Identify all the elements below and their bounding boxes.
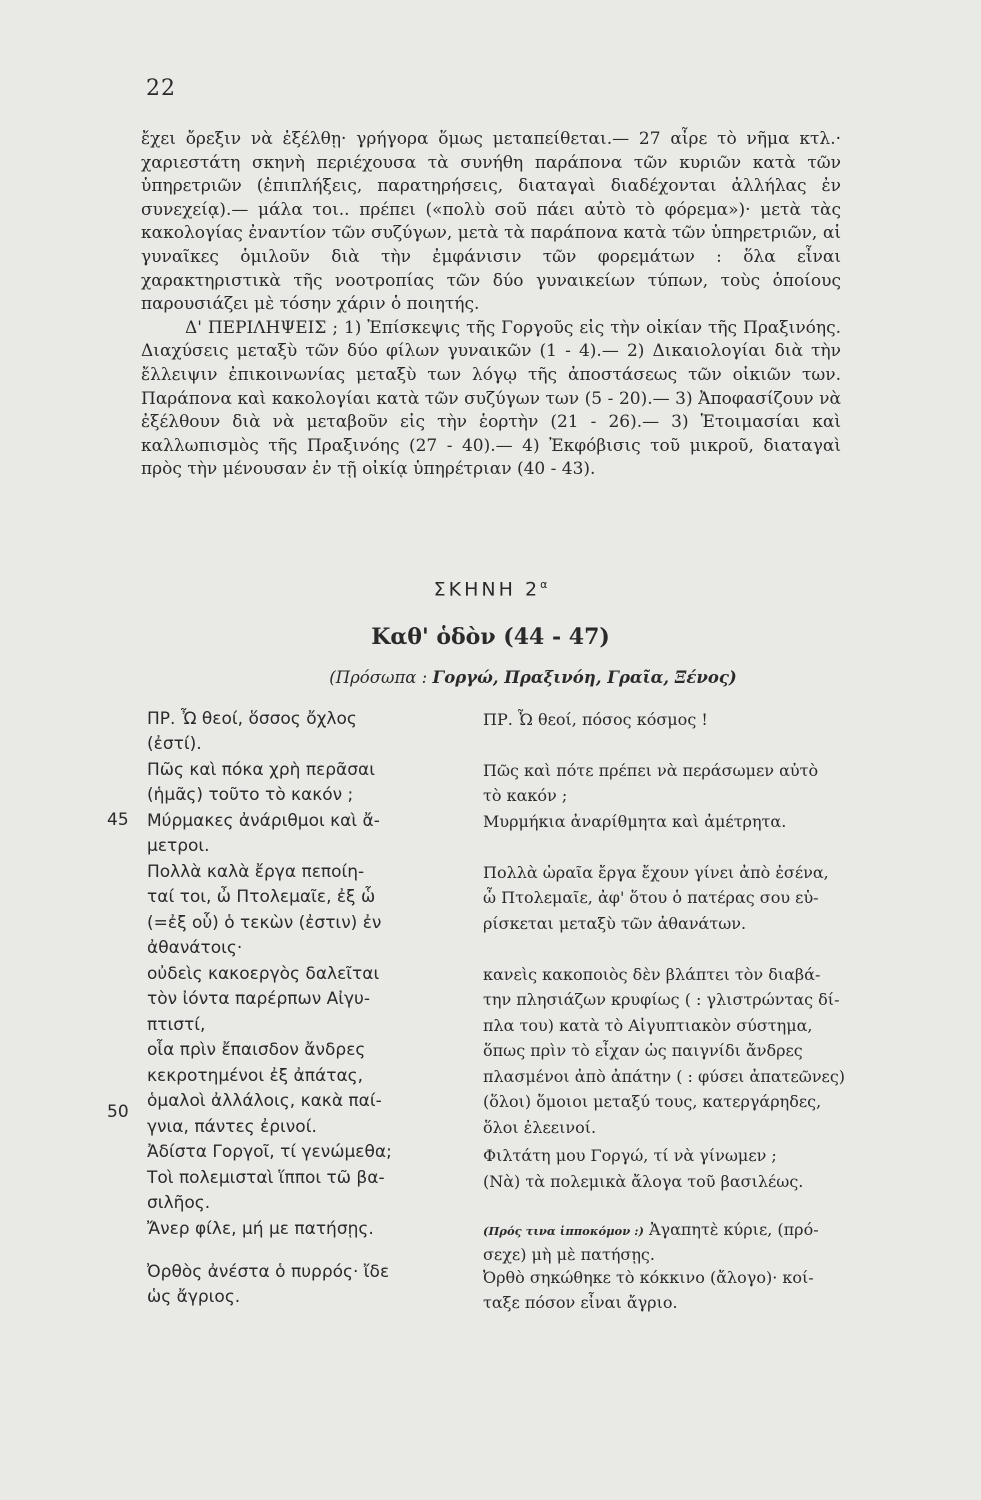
translation-line: ρίσκεται μεταξὺ τῶν ἀθανάτων.	[483, 914, 747, 933]
commentary-paragraph: ἔχει ὄρεξιν νὰ ἐξέλθῃ· γρήγορα ὅμως μεταπείθεται.— 27 αἶρε τὸ νῆμα κτλ.· χαριεστάτη σκηνὴ περιέχουσα τὰ συνήθη παράπονα τῶν κυριῶν κατὰ τῶν ὑπηρετριῶν (ἐπιπλήξεις, παρατηρήσεις, διαταγαὶ διαδέχονται ἀλλήλας ἐν συνεχείᾳ).— μάλα τοι.. πρέπει («πολὺ σοῦ πάει αὐτὸ τὸ φόρεμα»)· μετὰ τὰς κακολογίας ἐναντίον τῶν συζύγων, μετὰ τὰ παράπονα κατὰ τῶν ὑπηρετριῶν, αἱ γυναῖκες ὁμιλοῦν διὰ τὴν ἐμφάνισιν τῶν φορεμάτων : ὅλα εἶναι χαρακτηριστικὰ τῆς νοοτροπίας τῶν δύο γυναικείων τύπων, τοὺς ὁποίους παρουσιάζει μὲ τόσην χάριν ὁ ποιητής.	[141, 129, 841, 315]
line-number: 50	[107, 1102, 129, 1122]
scene-heading-text: ΣΚΗΝΗ 2	[433, 578, 541, 601]
greek-line: οὐδεὶς κακοεργὸς δαλεῖται	[147, 964, 380, 984]
translation-line: ταξε πόσον εἶναι ἄγριο.	[483, 1293, 678, 1312]
scene-title: Καθ' ὁδὸν (44 - 47)	[371, 624, 610, 650]
greek-line: ταί τοι, ὦ Πτολεμαῖε, ἐξ ὧ	[147, 887, 376, 907]
summaries-paragraph: Δ' ΠΕΡΙΛΗΨΕΙΣ ; 1) Ἐπίσκεψις τῆς Γοργοῦς εἰς τὴν οἰκίαν τῆς Πραξινόης. Διαχύσεις μεταξὺ τῶν δύο φίλων γυναικῶν (1 - 4).— 2) Δικαιολογίαι διὰ τὴν ἔλλειψιν ἐπικοινωνίας μεταξὺ των λόγῳ τῆς ἀποστάσεως τῶν οἰκιῶν των. Παράπονα καὶ κακολογίαι κατὰ τῶν συζύγων των (5 - 20).— 3) Ἀποφασίζουν νὰ ἐξέλθουν διὰ νὰ μεταβοῦν εἰς τὴν ἑορτὴν (21 - 26).— 3) Ἑτοιμασίαι καὶ καλλωπισμὸς τῆς Πραξινόης (27 - 40).— 4) Ἐκφόβισις τοῦ μικροῦ, διαταγαὶ πρὸς τὴν μένουσαν ἐν τῇ οἰκίᾳ ὑπηρέτριαν (40 - 43).	[141, 317, 841, 480]
translation-line: την πλησιάζων κρυφίως ( : γλιστρώντας δί-	[483, 990, 840, 1009]
greek-line: ὁμαλοὶ ἀλλάλοις, κακὰ παί-	[147, 1091, 382, 1111]
translation-line: (Νὰ) τὰ πολεμικὰ ἄλογα τοῦ βασιλέως.	[483, 1172, 804, 1191]
translation-line: ὦ Πτολεμαῖε, ἀφ' ὅτου ὁ πατέρας σου εὑ-	[483, 888, 819, 907]
translation-line	[483, 1218, 819, 1244]
greek-line: γνια, πάντες ἐρινοί.	[147, 1117, 317, 1137]
greek-line: τὸν ἰόντα παρέρπων Αἰγυ-	[147, 989, 371, 1009]
translation-line: ὅπως πρὶν τὸ εἶχαν ὡς παιγνίδι ἄνδρες	[483, 1041, 803, 1060]
persons-label: (Πρόσωπα :	[329, 668, 433, 687]
greek-line: (ἡμᾶς) τοῦτο τὸ κακόν ;	[147, 785, 354, 805]
translation-line: Πῶς καὶ πότε πρέπει νὰ περάσωμεν αὐτὸ	[483, 761, 819, 780]
commentary	[141, 128, 841, 482]
translation-line: σεχε) μὴ μὲ πατήσῃς.	[483, 1245, 655, 1264]
dramatis-personae	[0, 668, 981, 687]
translation-line: κανεὶς κακοποιὸς δὲν βλάπτει τὸν διαβά-	[483, 965, 821, 984]
greek-line: πτιστί,	[147, 1015, 206, 1035]
line-number: 45	[107, 810, 129, 830]
greek-line: Ὀρθὸς ἀνέστα ὁ πυρρός· ἴδε	[147, 1262, 390, 1282]
greek-line: (ἐστί).	[147, 734, 202, 754]
page-number: 22	[146, 76, 176, 101]
greek-line: Πολλὰ καλὰ ἔργα πεποίη-	[147, 862, 365, 882]
greek-line: Πῶς καὶ πόκα χρὴ περᾶσαι	[147, 760, 375, 780]
translation-line: Φιλτάτη μου Γοργώ, τί νὰ γίνωμεν ;	[483, 1146, 777, 1165]
greek-line: (=ἐξ οὗ) ὁ τεκὼν (ἐστιν) ἐν	[147, 913, 382, 933]
translation-line: (ὅλοι) ὅμοιοι μεταξύ τους, κατεργάρηδες,	[483, 1092, 822, 1111]
translation-line: πλα του) κατὰ τὸ Αἰγυπτιακὸν σύστημα,	[483, 1016, 813, 1035]
greek-line: ὡς ἄγριος.	[147, 1287, 241, 1307]
translation-line: Πολλὰ ὡραῖα ἔργα ἔχουν γίνει ἀπὸ ἐσένα,	[483, 863, 829, 882]
stage-direction: (Πρός τινα ἱπποκόμον :)	[483, 1224, 644, 1238]
greek-line: Μύρμακες ἀνάριθμοι καὶ ἄ-	[147, 811, 380, 831]
persons-names: Γοργώ, Πραξινόη, Γραῖα, Ξένος)	[432, 668, 737, 687]
translation-line-text: Ἀγαπητὲ κύριε, (πρό-	[648, 1220, 819, 1239]
greek-line: Ἄνερ φίλε, μή με πατήσῃς.	[147, 1219, 374, 1239]
greek-line: Ἀδίστα Γοργοῖ, τί γενώμεθα;	[147, 1142, 392, 1162]
greek-line: Τοὶ πολεμισταὶ ἵπποι τῶ βα-	[147, 1168, 385, 1188]
translation-line: Μυρμήκια ἀναρίθμητα καὶ ἀμέτρητα.	[483, 812, 787, 831]
greek-line: μετροι.	[147, 836, 210, 856]
greek-line: σιλῆος.	[147, 1193, 211, 1213]
translation-line: ὅλοι ἐλεεινοί.	[483, 1118, 597, 1137]
greek-line: κεκροτημένοι ἐξ ἀπάτας,	[147, 1066, 364, 1086]
translation-line: πλασμένοι ἀπὸ ἀπάτην ( : φύσει ἀπατεῶνες)	[483, 1067, 846, 1086]
translation-line: Ὀρθὸ σηκώθηκε τὸ κόκκινο (ἄλογο)· κοί-	[483, 1268, 814, 1287]
greek-line: ΠΡ. Ὦ θεοί, ὅσσος ὄχλος	[147, 709, 357, 729]
translation-line: ΠΡ. Ὦ θεοί, πόσος κόσμος !	[483, 710, 708, 729]
translation-line: τὸ κακόν ;	[483, 786, 568, 805]
scene-heading	[0, 578, 981, 600]
scene-heading-ordinal: α	[540, 578, 548, 591]
greek-line: οἷα πρὶν ἔπαισδον ἄνδρες	[147, 1040, 366, 1060]
greek-line: ἀθανάτοις·	[147, 938, 243, 958]
